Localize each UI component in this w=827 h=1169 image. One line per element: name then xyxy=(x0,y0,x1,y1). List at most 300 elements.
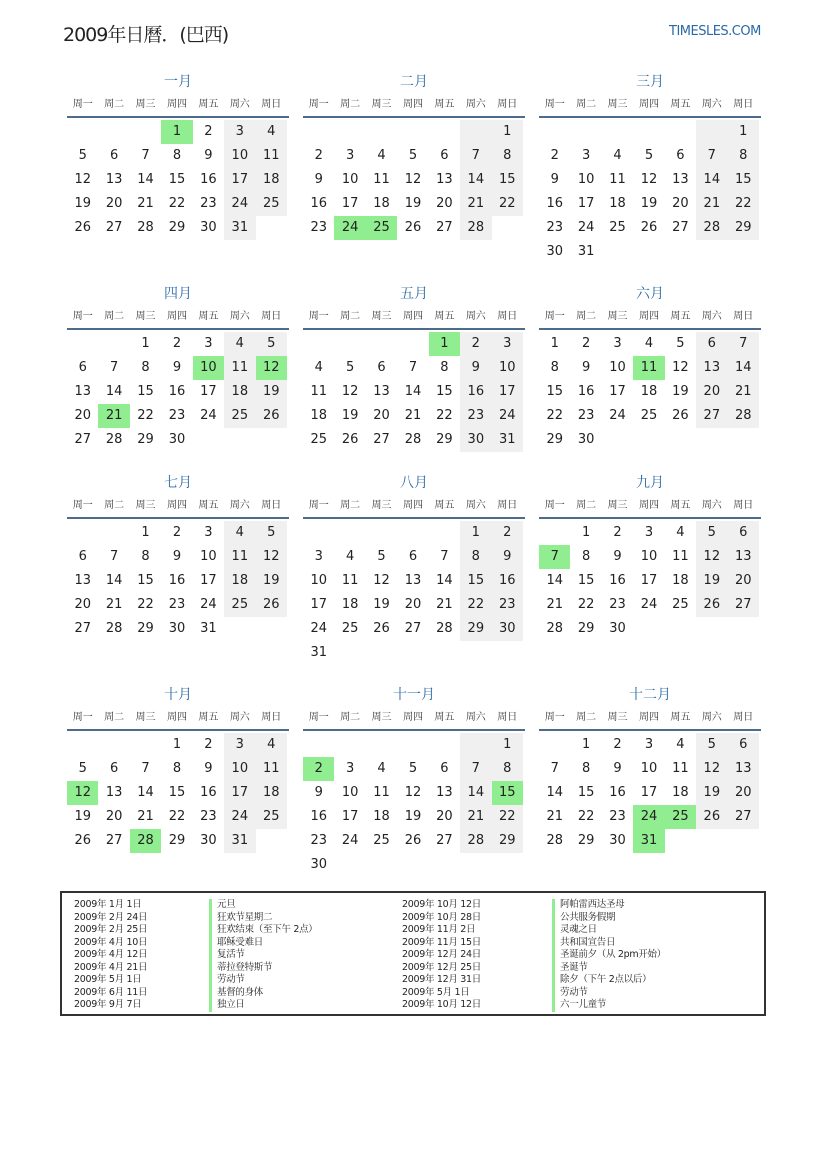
day-cell: 27 xyxy=(105,220,123,235)
empty-cell xyxy=(460,733,491,757)
day-cell: 2 xyxy=(172,336,182,351)
day-cell: 19 xyxy=(256,380,287,404)
day-cell: 21 xyxy=(436,597,453,612)
day-cell: 25 xyxy=(373,833,390,848)
holiday-date: 2009年 5月 1日 xyxy=(402,986,470,998)
month-name: 三月 xyxy=(636,74,664,90)
weekday-label: 周四 xyxy=(638,99,659,110)
day-cell: 8 xyxy=(492,757,523,781)
month-1 xyxy=(67,72,289,240)
day-cell: 13 xyxy=(373,384,390,399)
day-cell: 3 xyxy=(345,761,355,776)
day-cell: 27 xyxy=(74,621,91,636)
empty-cell xyxy=(98,521,129,545)
day-cell: 29 xyxy=(168,220,186,235)
day-cell: 13 xyxy=(105,172,123,187)
day-cell: 9 xyxy=(204,761,213,776)
month-name: 十月 xyxy=(164,687,192,703)
holiday-day-cell: 25 xyxy=(665,805,696,829)
day-cell: 7 xyxy=(109,549,119,564)
day-cell: 21 xyxy=(404,408,422,423)
day-cell: 28 xyxy=(696,216,727,240)
day-cell: 14 xyxy=(460,781,491,805)
weekday-label: 周一 xyxy=(544,311,565,322)
days-grid xyxy=(67,332,289,452)
day-cell: 9 xyxy=(460,356,491,380)
day-cell: 10 xyxy=(341,785,359,800)
day-cell: 12 xyxy=(404,172,422,187)
holiday-name: 独立日 xyxy=(209,999,317,1012)
weekday-header xyxy=(539,306,761,330)
weekday-header xyxy=(303,94,525,118)
day-cell: 6 xyxy=(728,521,759,545)
month-name: 五月 xyxy=(400,286,428,302)
day-cell: 18 xyxy=(373,196,390,211)
day-cell: 19 xyxy=(341,408,359,423)
day-cell: 6 xyxy=(728,733,759,757)
weekday-label: 周三 xyxy=(371,500,392,511)
day-cell: 7 xyxy=(141,761,150,776)
day-cell: 17 xyxy=(640,573,658,588)
day-cell: 9 xyxy=(204,148,213,163)
day-cell: 23 xyxy=(546,220,563,235)
empty-cell xyxy=(665,120,696,144)
day-cell: 9 xyxy=(550,172,559,187)
empty-cell xyxy=(130,733,161,757)
day-cell: 26 xyxy=(672,408,689,423)
day-cell: 27 xyxy=(436,833,453,848)
day-cell: 19 xyxy=(74,196,91,211)
day-cell: 9 xyxy=(613,549,622,564)
day-cell: 7 xyxy=(728,332,759,356)
day-cell: 7 xyxy=(440,549,449,564)
day-cell: 9 xyxy=(172,549,182,564)
day-cell: 21 xyxy=(546,809,563,824)
weekday-label: 周日 xyxy=(497,500,518,511)
day-cell: 25 xyxy=(224,404,255,428)
holiday-name: 灵魂之日 xyxy=(552,924,666,937)
holiday-date: 2009年 10月 12日 xyxy=(402,999,481,1010)
day-cell: 4 xyxy=(224,332,255,356)
day-cell: 12 xyxy=(672,360,689,375)
day-cell: 11 xyxy=(373,172,390,187)
day-cell: 22 xyxy=(492,805,523,829)
day-cell: 15 xyxy=(137,573,154,588)
weekday-label: 周日 xyxy=(497,311,518,322)
day-cell: 4 xyxy=(377,761,386,776)
day-cell: 26 xyxy=(74,220,91,235)
days-grid xyxy=(303,120,525,240)
empty-cell xyxy=(460,120,491,144)
month-7 xyxy=(67,473,289,641)
day-cell: 16 xyxy=(609,785,626,800)
empty-cell xyxy=(67,120,98,144)
holiday-day-cell: 28 xyxy=(130,829,161,853)
day-cell: 26 xyxy=(640,220,658,235)
day-cell: 2 xyxy=(492,521,523,545)
day-cell: 16 xyxy=(200,785,217,800)
day-cell: 20 xyxy=(105,809,123,824)
day-cell: 18 xyxy=(672,573,689,588)
day-cell: 8 xyxy=(581,761,591,776)
weekday-label: 周二 xyxy=(340,99,361,110)
day-cell: 14 xyxy=(546,573,563,588)
holiday-name: 狂欢结束（至下午 2点） xyxy=(209,924,317,937)
day-cell: 21 xyxy=(460,805,491,829)
holiday-name: 耶稣受难日 xyxy=(209,937,317,950)
day-cell: 9 xyxy=(314,172,323,187)
holiday-day-cell: 1 xyxy=(161,120,192,144)
day-cell: 11 xyxy=(256,757,287,781)
day-cell: 24 xyxy=(640,597,658,612)
day-cell: 19 xyxy=(696,781,727,805)
weekday-label: 周五 xyxy=(434,712,455,723)
day-cell: 20 xyxy=(373,408,390,423)
day-cell: 13 xyxy=(436,785,453,800)
weekday-label: 周三 xyxy=(607,311,628,322)
day-cell: 3 xyxy=(644,737,654,752)
day-cell: 13 xyxy=(74,384,91,399)
day-cell: 3 xyxy=(581,148,591,163)
day-cell: 24 xyxy=(577,220,595,235)
day-cell: 24 xyxy=(200,597,217,612)
day-cell: 4 xyxy=(256,120,287,144)
day-cell: 21 xyxy=(105,597,123,612)
day-cell: 23 xyxy=(609,809,626,824)
day-cell: 10 xyxy=(341,172,359,187)
day-cell: 22 xyxy=(577,809,595,824)
holiday-day-cell: 24 xyxy=(334,216,365,240)
day-cell: 10 xyxy=(609,360,626,375)
empty-cell xyxy=(539,733,570,757)
holiday-date: 2009年 2月 25日 xyxy=(74,924,148,935)
day-cell: 4 xyxy=(676,737,685,752)
day-cell: 3 xyxy=(204,525,213,540)
day-cell: 18 xyxy=(373,809,390,824)
weekday-label: 周六 xyxy=(701,99,722,110)
day-cell: 6 xyxy=(109,761,119,776)
day-cell: 24 xyxy=(224,805,255,829)
day-cell: 23 xyxy=(200,809,217,824)
holiday-date: 2009年 9月 7日 xyxy=(74,999,142,1010)
day-cell: 17 xyxy=(310,597,327,612)
weekday-label: 周三 xyxy=(371,311,392,322)
day-cell: 28 xyxy=(546,833,563,848)
day-cell: 5 xyxy=(408,148,418,163)
weekday-label: 周五 xyxy=(434,99,455,110)
day-cell: 3 xyxy=(224,733,255,757)
empty-cell xyxy=(539,521,570,545)
day-cell: 30 xyxy=(577,432,595,447)
weekday-label: 周二 xyxy=(576,311,597,322)
day-cell: 13 xyxy=(74,573,91,588)
empty-cell xyxy=(429,521,460,545)
weekday-label: 周一 xyxy=(308,712,329,723)
day-cell: 16 xyxy=(609,573,626,588)
holiday-day-cell: 12 xyxy=(256,356,287,380)
weekday-label: 周一 xyxy=(544,712,565,723)
empty-cell xyxy=(696,120,727,144)
day-cell: 7 xyxy=(696,144,727,168)
weekday-label: 周六 xyxy=(701,500,722,511)
day-cell: 5 xyxy=(256,332,287,356)
day-cell: 18 xyxy=(640,384,658,399)
day-cell: 9 xyxy=(581,360,591,375)
day-cell: 16 xyxy=(310,809,327,824)
day-cell: 4 xyxy=(644,336,654,351)
day-cell: 26 xyxy=(256,404,287,428)
day-cell: 12 xyxy=(256,545,287,569)
day-cell: 17 xyxy=(341,196,359,211)
day-cell: 8 xyxy=(728,144,759,168)
day-cell: 17 xyxy=(640,785,658,800)
day-cell: 22 xyxy=(577,597,595,612)
day-cell: 29 xyxy=(436,432,453,447)
day-cell: 6 xyxy=(440,761,449,776)
day-cell: 3 xyxy=(314,549,323,564)
holiday-date: 2009年 5月 1日 xyxy=(74,974,142,985)
empty-cell xyxy=(303,332,334,356)
day-cell: 14 xyxy=(546,785,563,800)
month-name: 十一月 xyxy=(393,687,435,703)
holiday-name: 劳动节 xyxy=(552,987,666,1000)
month-6 xyxy=(539,284,761,452)
day-cell: 12 xyxy=(373,573,390,588)
holiday-date: 2009年 1月 1日 xyxy=(74,899,142,910)
day-cell: 23 xyxy=(577,408,595,423)
day-cell: 22 xyxy=(436,408,453,423)
day-cell: 28 xyxy=(404,432,422,447)
day-cell: 30 xyxy=(200,833,217,848)
day-cell: 5 xyxy=(377,549,386,564)
weekday-label: 周一 xyxy=(72,311,93,322)
weekday-label: 周三 xyxy=(135,99,156,110)
day-cell: 2 xyxy=(204,124,213,139)
holiday-name: 除夕（下午 2点以后） xyxy=(552,974,666,987)
empty-cell xyxy=(130,120,161,144)
month-9 xyxy=(539,473,761,641)
day-cell: 15 xyxy=(137,384,154,399)
holiday-date: 2009年 6月 11日 xyxy=(74,986,148,998)
weekday-label: 周日 xyxy=(733,712,754,723)
day-cell: 13 xyxy=(696,356,727,380)
empty-cell xyxy=(366,521,397,545)
day-cell: 19 xyxy=(256,569,287,593)
day-cell: 2 xyxy=(613,737,622,752)
day-cell: 20 xyxy=(436,196,453,211)
day-cell: 7 xyxy=(408,360,418,375)
weekday-label: 周日 xyxy=(261,500,282,511)
day-cell: 23 xyxy=(460,404,491,428)
day-cell: 8 xyxy=(141,549,150,564)
day-cell: 16 xyxy=(168,573,186,588)
month-5 xyxy=(303,284,525,452)
day-cell: 4 xyxy=(377,148,386,163)
day-cell: 15 xyxy=(546,384,563,399)
day-cell: 27 xyxy=(404,621,422,636)
day-cell: 10 xyxy=(224,757,255,781)
day-cell: 29 xyxy=(728,216,759,240)
weekday-label: 周二 xyxy=(340,712,361,723)
day-cell: 12 xyxy=(341,384,359,399)
day-cell: 29 xyxy=(492,829,523,853)
day-cell: 11 xyxy=(256,144,287,168)
holiday-names-left xyxy=(209,899,317,1012)
day-cell: 7 xyxy=(141,148,150,163)
day-cell: 5 xyxy=(256,521,287,545)
weekday-label: 周五 xyxy=(670,712,691,723)
weekday-label: 周五 xyxy=(670,99,691,110)
empty-cell xyxy=(334,120,365,144)
day-cell: 20 xyxy=(728,781,759,805)
empty-cell xyxy=(67,733,98,757)
day-cell: 30 xyxy=(168,432,186,447)
day-cell: 11 xyxy=(310,384,327,399)
day-cell: 6 xyxy=(408,549,418,564)
day-cell: 14 xyxy=(728,356,759,380)
holiday-name: 公共服务假期 xyxy=(552,912,666,925)
day-cell: 23 xyxy=(310,833,327,848)
weekday-label: 周五 xyxy=(198,311,219,322)
day-cell: 6 xyxy=(109,148,119,163)
day-cell: 14 xyxy=(404,384,422,399)
day-cell: 22 xyxy=(168,196,186,211)
day-cell: 5 xyxy=(408,761,418,776)
holiday-list xyxy=(60,891,766,1016)
weekday-label: 周一 xyxy=(308,500,329,511)
day-cell: 15 xyxy=(728,168,759,192)
day-cell: 29 xyxy=(546,432,563,447)
day-cell: 2 xyxy=(172,525,182,540)
weekday-label: 周日 xyxy=(733,500,754,511)
day-cell: 28 xyxy=(460,216,491,240)
day-cell: 5 xyxy=(78,148,87,163)
weekday-label: 周三 xyxy=(607,99,628,110)
day-cell: 19 xyxy=(404,196,422,211)
weekday-label: 周四 xyxy=(638,311,659,322)
day-cell: 18 xyxy=(224,380,255,404)
day-cell: 11 xyxy=(341,573,359,588)
month-4 xyxy=(67,284,289,452)
weekday-header xyxy=(539,495,761,519)
month-name: 十二月 xyxy=(629,687,671,703)
holiday-name: 劳动节 xyxy=(209,974,317,987)
day-cell: 1 xyxy=(172,737,182,752)
day-cell: 6 xyxy=(696,332,727,356)
day-cell: 20 xyxy=(74,408,91,423)
day-cell: 1 xyxy=(581,737,591,752)
day-cell: 7 xyxy=(109,360,119,375)
day-cell: 30 xyxy=(460,428,491,452)
day-cell: 19 xyxy=(672,384,689,399)
holiday-name: 六一儿童节 xyxy=(552,999,666,1012)
weekday-label: 周四 xyxy=(402,99,423,110)
empty-cell xyxy=(397,733,428,757)
weekday-header xyxy=(303,306,525,330)
holiday-name: 圣诞节 xyxy=(552,962,666,975)
holiday-day-cell: 25 xyxy=(366,216,397,240)
holiday-day-cell: 12 xyxy=(67,781,98,805)
day-cell: 18 xyxy=(256,168,287,192)
day-cell: 1 xyxy=(141,525,150,540)
day-cell: 24 xyxy=(341,833,359,848)
month-10 xyxy=(67,685,289,853)
day-cell: 31 xyxy=(577,244,595,259)
weekday-label: 周六 xyxy=(229,99,250,110)
weekday-label: 周四 xyxy=(402,311,423,322)
day-cell: 20 xyxy=(728,569,759,593)
empty-cell xyxy=(429,120,460,144)
day-cell: 16 xyxy=(200,172,217,187)
day-cell: 30 xyxy=(168,621,186,636)
site-link[interactable]: TIMESLES.COM xyxy=(669,24,761,39)
day-cell: 7 xyxy=(460,757,491,781)
day-cell: 11 xyxy=(373,785,390,800)
day-cell: 23 xyxy=(492,593,523,617)
day-cell: 26 xyxy=(404,220,422,235)
day-cell: 17 xyxy=(609,384,626,399)
days-grid xyxy=(539,733,761,853)
weekday-label: 周三 xyxy=(371,712,392,723)
day-cell: 19 xyxy=(640,196,658,211)
empty-cell xyxy=(334,332,365,356)
day-cell: 15 xyxy=(436,384,453,399)
weekday-label: 周一 xyxy=(544,500,565,511)
day-cell: 2 xyxy=(581,336,591,351)
holiday-date: 2009年 12月 25日 xyxy=(402,961,481,973)
day-cell: 13 xyxy=(728,757,759,781)
day-cell: 24 xyxy=(224,192,255,216)
holiday-name: 阿帕雷西达圣母 xyxy=(552,899,666,912)
empty-cell xyxy=(334,521,365,545)
day-cell: 27 xyxy=(728,593,759,617)
day-cell: 15 xyxy=(577,785,595,800)
day-cell: 11 xyxy=(224,356,255,380)
days-grid xyxy=(539,332,761,452)
empty-cell xyxy=(602,120,633,144)
weekday-label: 周五 xyxy=(434,311,455,322)
holiday-name: 复活节 xyxy=(209,949,317,962)
day-cell: 29 xyxy=(137,432,154,447)
day-cell: 25 xyxy=(341,621,359,636)
day-cell: 3 xyxy=(204,336,213,351)
day-cell: 14 xyxy=(137,785,154,800)
day-cell: 28 xyxy=(137,220,154,235)
day-cell: 25 xyxy=(609,220,626,235)
day-cell: 23 xyxy=(168,597,186,612)
month-11 xyxy=(303,685,525,877)
day-cell: 25 xyxy=(640,408,658,423)
day-cell: 1 xyxy=(581,525,591,540)
day-cell: 3 xyxy=(613,336,622,351)
day-cell: 9 xyxy=(492,545,523,569)
weekday-label: 周二 xyxy=(104,99,125,110)
day-cell: 12 xyxy=(640,172,658,187)
month-8 xyxy=(303,473,525,665)
day-cell: 21 xyxy=(728,380,759,404)
days-grid xyxy=(303,733,525,877)
empty-cell xyxy=(633,120,664,144)
day-cell: 3 xyxy=(644,525,654,540)
day-cell: 28 xyxy=(728,404,759,428)
day-cell: 23 xyxy=(609,597,626,612)
day-cell: 5 xyxy=(696,733,727,757)
day-cell: 16 xyxy=(168,384,186,399)
day-cell: 18 xyxy=(672,785,689,800)
day-cell: 17 xyxy=(200,573,217,588)
weekday-label: 周二 xyxy=(576,500,597,511)
day-cell: 23 xyxy=(168,408,186,423)
